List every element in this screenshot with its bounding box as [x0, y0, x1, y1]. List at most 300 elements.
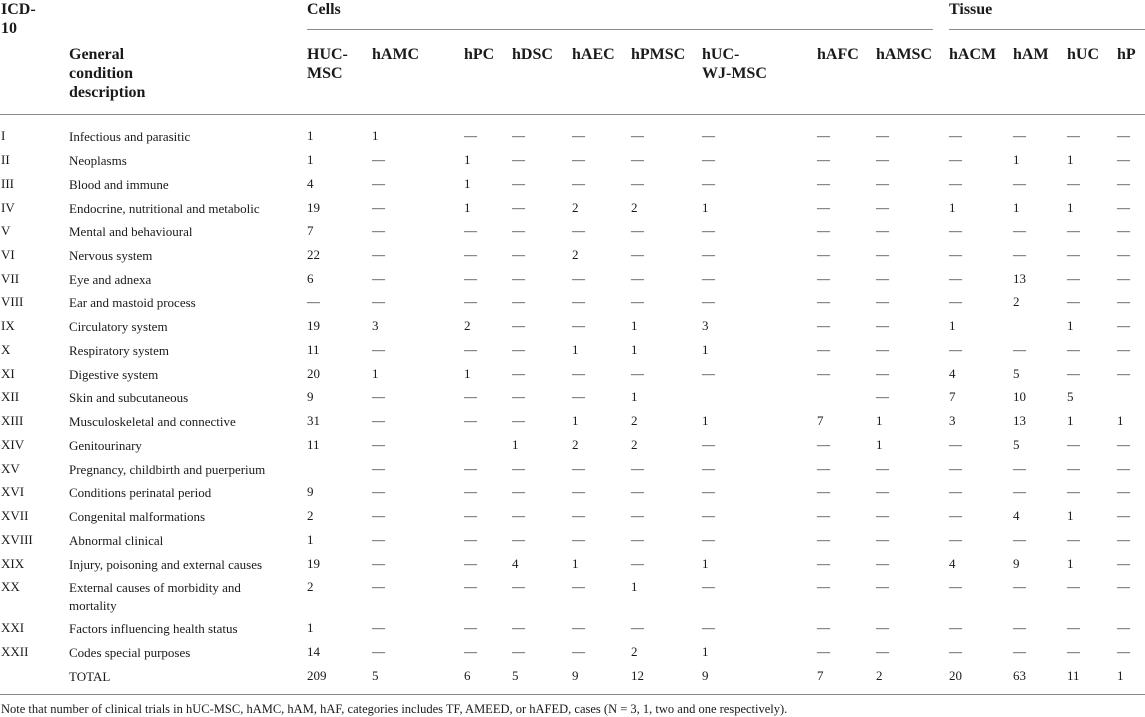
cells-group-header: Cells: [307, 1, 341, 18]
value-cell: 13: [1013, 413, 1026, 428]
description-line: Neoplasms: [69, 153, 127, 168]
column-header: [702, 45, 767, 83]
column-header: [372, 45, 419, 64]
value-cell: 1: [702, 644, 709, 659]
value-cell: —: [372, 579, 385, 594]
value-cell: —: [1067, 484, 1080, 499]
value-cell: 1: [631, 318, 638, 333]
value-cell: 14: [307, 644, 320, 659]
value-cell: —: [702, 461, 715, 476]
value-cell: —: [876, 620, 889, 635]
value-cell: —: [572, 152, 585, 167]
description-line: Skin and subcutaneous: [69, 390, 189, 405]
condition-description-cell: [69, 461, 265, 479]
icd-code-cell: XVI: [1, 484, 25, 499]
column-header-line: hAMC: [372, 46, 420, 63]
value-cell: —: [702, 294, 715, 309]
value-cell: 1: [1067, 413, 1074, 428]
value-cell: —: [631, 223, 644, 238]
value-cell: —: [572, 318, 585, 333]
description-line: Injury, poisoning and external causes: [69, 557, 263, 572]
value-cell: —: [572, 223, 585, 238]
value-cell: 1: [631, 579, 638, 594]
value-cell: 1: [631, 342, 638, 357]
value-cell: —: [876, 271, 889, 286]
value-cell: 19: [307, 318, 320, 333]
value-cell: —: [702, 508, 715, 523]
general-header-line2: condition: [69, 65, 134, 82]
value-cell: —: [1013, 342, 1026, 357]
value-cell: 1: [1013, 200, 1020, 215]
value-cell: —: [876, 532, 889, 547]
column-header: [464, 45, 494, 64]
value-cell: —: [512, 318, 525, 333]
value-cell: —: [464, 389, 477, 404]
value-cell: —: [512, 271, 525, 286]
column-header: [307, 45, 348, 83]
value-cell: —: [1117, 342, 1130, 357]
value-cell: 19: [307, 200, 320, 215]
value-cell: —: [876, 247, 889, 262]
description-line: Musculoskeletal and connective: [69, 414, 236, 429]
value-cell: —: [1117, 176, 1130, 191]
description-line: Nervous system: [69, 248, 153, 263]
value-cell: —: [512, 644, 525, 659]
condition-description-cell: [69, 294, 196, 312]
value-cell: —: [876, 176, 889, 191]
value-cell: —: [1117, 271, 1130, 286]
value-cell: —: [572, 271, 585, 286]
value-cell: 1: [1117, 413, 1124, 428]
value-cell: —: [1117, 556, 1130, 571]
value-cell: 2: [1013, 294, 1020, 309]
value-cell: 5: [1013, 366, 1020, 381]
value-cell: 2: [572, 200, 579, 215]
column-header-line: hUC: [1067, 46, 1100, 63]
value-cell: —: [512, 128, 525, 143]
column-header-line: hPMSC: [631, 46, 686, 63]
value-cell: 1: [372, 366, 379, 381]
icd-code-cell: XV: [1, 461, 20, 476]
value-cell: —: [949, 271, 962, 286]
column-header-line: hAM: [1013, 46, 1049, 63]
column-header-line: hDSC: [512, 46, 553, 63]
value-cell: —: [1067, 644, 1080, 659]
value-cell: 1: [702, 342, 709, 357]
value-cell: —: [372, 223, 385, 238]
value-cell: —: [949, 342, 962, 357]
value-cell: —: [876, 342, 889, 357]
description-line: Endocrine, nutritional and metabolic: [69, 201, 260, 216]
value-cell: 13: [1013, 271, 1026, 286]
description-line: Pregnancy, childbirth and puerperium: [69, 462, 266, 477]
value-cell: —: [372, 556, 385, 571]
value-cell: —: [817, 556, 830, 571]
value-cell: 1: [876, 437, 883, 452]
general-header-line1: General: [69, 46, 125, 63]
value-cell: —: [372, 532, 385, 547]
value-cell: —: [464, 532, 477, 547]
value-cell: —: [1013, 461, 1026, 476]
value-cell: 12: [631, 668, 644, 683]
value-cell: —: [1013, 484, 1026, 499]
value-cell: —: [631, 176, 644, 191]
table-bottom-rule: [0, 694, 1145, 695]
icd-code-cell: XIII: [1, 413, 24, 428]
value-cell: —: [372, 461, 385, 476]
tissue-group-header: Tissue: [949, 1, 993, 18]
icd-code-cell: II: [1, 152, 10, 167]
icd-code-cell: XVII: [1, 508, 29, 523]
value-cell: —: [631, 152, 644, 167]
value-cell: —: [631, 271, 644, 286]
description-line: Factors influencing health status: [69, 621, 238, 636]
value-cell: 1: [631, 389, 638, 404]
value-cell: —: [572, 484, 585, 499]
icd-code-cell: V: [1, 223, 11, 238]
value-cell: —: [572, 508, 585, 523]
value-cell: —: [817, 318, 830, 333]
value-cell: —: [1067, 461, 1080, 476]
column-header-line: HUC-: [307, 46, 348, 63]
value-cell: —: [512, 294, 525, 309]
value-cell: —: [372, 413, 385, 428]
value-cell: —: [876, 200, 889, 215]
value-cell: 22: [307, 247, 320, 262]
value-cell: —: [1117, 294, 1130, 309]
column-header-line: hP: [1117, 46, 1136, 63]
value-cell: —: [512, 389, 525, 404]
description-line: TOTAL: [69, 669, 111, 684]
value-cell: —: [817, 579, 830, 594]
value-cell: —: [876, 508, 889, 523]
value-cell: —: [702, 247, 715, 262]
column-header-line: hAMSC: [876, 46, 933, 63]
value-cell: —: [1013, 644, 1026, 659]
value-cell: 6: [307, 271, 314, 286]
value-cell: —: [1117, 200, 1130, 215]
icd-code-cell: VIII: [1, 294, 24, 309]
value-cell: 2: [572, 437, 579, 452]
value-cell: —: [817, 223, 830, 238]
value-cell: —: [631, 128, 644, 143]
value-cell: 1: [307, 152, 314, 167]
value-cell: 3: [949, 413, 956, 428]
value-cell: —: [372, 644, 385, 659]
value-cell: —: [572, 579, 585, 594]
value-cell: 11: [307, 437, 320, 452]
value-cell: 1: [307, 128, 314, 143]
value-cell: —: [949, 644, 962, 659]
value-cell: 2: [307, 579, 314, 594]
value-cell: —: [464, 271, 477, 286]
value-cell: 11: [1067, 668, 1080, 683]
value-cell: 5: [372, 668, 379, 683]
value-cell: —: [702, 366, 715, 381]
value-cell: —: [464, 644, 477, 659]
value-cell: —: [512, 579, 525, 594]
value-cell: —: [464, 413, 477, 428]
value-cell: —: [817, 152, 830, 167]
icd-code-cell: IV: [1, 200, 15, 215]
description-line: Blood and immune: [69, 177, 169, 192]
value-cell: —: [572, 620, 585, 635]
value-cell: —: [631, 532, 644, 547]
group-divider-cells: [307, 29, 933, 30]
value-cell: 1: [1067, 508, 1074, 523]
value-cell: —: [1117, 247, 1130, 262]
value-cell: 1: [307, 532, 314, 547]
value-cell: 1: [464, 152, 471, 167]
value-cell: —: [631, 620, 644, 635]
value-cell: —: [876, 223, 889, 238]
value-cell: —: [949, 508, 962, 523]
value-cell: —: [512, 176, 525, 191]
condition-description-cell: [69, 342, 169, 360]
value-cell: 5: [1067, 389, 1074, 404]
value-cell: —: [372, 200, 385, 215]
value-cell: 63: [1013, 668, 1026, 683]
column-header-line: WJ-MSC: [702, 65, 767, 82]
value-cell: —: [1067, 223, 1080, 238]
value-cell: —: [876, 318, 889, 333]
column-header-line: MSC: [307, 65, 343, 82]
value-cell: 1: [307, 620, 314, 635]
value-cell: —: [702, 484, 715, 499]
description-line: mortality: [69, 598, 117, 613]
value-cell: —: [631, 366, 644, 381]
value-cell: —: [512, 413, 525, 428]
column-header: [572, 45, 615, 64]
icd-code-cell: XX: [1, 579, 20, 594]
value-cell: —: [572, 176, 585, 191]
column-header: [876, 45, 932, 64]
value-cell: —: [876, 579, 889, 594]
value-cell: —: [817, 366, 830, 381]
condition-description-cell: [69, 556, 262, 574]
value-cell: 209: [307, 668, 327, 683]
value-cell: —: [464, 556, 477, 571]
value-cell: —: [949, 437, 962, 452]
group-divider-tissue: [949, 29, 1145, 30]
value-cell: —: [1013, 532, 1026, 547]
value-cell: —: [702, 532, 715, 547]
general-header-line3: description: [69, 84, 146, 101]
icd-code-cell: XII: [1, 389, 20, 404]
value-cell: 9: [307, 389, 314, 404]
value-cell: —: [817, 176, 830, 191]
value-cell: 4: [949, 366, 956, 381]
value-cell: 4: [1013, 508, 1020, 523]
value-cell: 1: [572, 413, 579, 428]
value-cell: —: [817, 342, 830, 357]
icd-code-cell: III: [1, 176, 14, 191]
header-bottom-rule: [0, 114, 1145, 115]
value-cell: —: [702, 176, 715, 191]
value-cell: 1: [1013, 152, 1020, 167]
value-cell: —: [949, 294, 962, 309]
icd-header-line1: ICD-: [1, 1, 36, 18]
value-cell: 9: [572, 668, 579, 683]
value-cell: 1: [464, 200, 471, 215]
condition-description-cell: [69, 366, 158, 384]
description-line: Circulatory system: [69, 319, 168, 334]
value-cell: —: [512, 620, 525, 635]
value-cell: 1: [702, 556, 709, 571]
condition-description-cell: [69, 644, 190, 662]
condition-description-cell: [69, 484, 211, 502]
value-cell: —: [464, 128, 477, 143]
value-cell: —: [1117, 128, 1130, 143]
value-cell: —: [464, 223, 477, 238]
value-cell: 1: [1067, 200, 1074, 215]
value-cell: —: [702, 579, 715, 594]
condition-description-cell: [69, 318, 168, 336]
description-line: Congenital malformations: [69, 509, 206, 524]
column-header: [631, 45, 685, 64]
table-note: Note that number of clinical trials in hUC-MSC, hAMC, hAM, hAF, categories includes TF, AMEED, or hAFED, cases (N = 3, 1, two and one respectively).: [1, 702, 788, 716]
value-cell: 1: [949, 318, 956, 333]
value-cell: 9: [1013, 556, 1020, 571]
general-condition-header: [69, 45, 145, 102]
condition-description-cell: [69, 668, 110, 686]
icd-code-cell: XXI: [1, 620, 25, 635]
value-cell: —: [464, 294, 477, 309]
column-header-line: hACM: [949, 46, 997, 63]
value-cell: —: [372, 271, 385, 286]
value-cell: 1: [512, 437, 519, 452]
value-cell: —: [631, 484, 644, 499]
value-cell: —: [1013, 128, 1026, 143]
value-cell: —: [1067, 532, 1080, 547]
value-cell: —: [1067, 176, 1080, 191]
value-cell: —: [372, 152, 385, 167]
value-cell: —: [876, 556, 889, 571]
condition-description-cell: [69, 389, 188, 407]
icd-code-cell: XVIII: [1, 532, 33, 547]
column-header: [949, 45, 996, 64]
column-header: [1117, 45, 1136, 64]
value-cell: —: [949, 620, 962, 635]
value-cell: 2: [876, 668, 883, 683]
condition-description-cell: [69, 271, 151, 289]
value-cell: —: [1067, 366, 1080, 381]
value-cell: —: [631, 247, 644, 262]
value-cell: 4: [512, 556, 519, 571]
value-cell: 7: [949, 389, 956, 404]
condition-description-cell: [69, 200, 260, 218]
value-cell: 4: [307, 176, 314, 191]
value-cell: —: [702, 128, 715, 143]
column-header: [1013, 45, 1049, 64]
description-line: Eye and adnexa: [69, 272, 152, 287]
value-cell: —: [631, 461, 644, 476]
description-line: Mental and behavioural: [69, 224, 193, 239]
value-cell: —: [512, 342, 525, 357]
value-cell: —: [876, 294, 889, 309]
value-cell: —: [1067, 294, 1080, 309]
value-cell: —: [1067, 437, 1080, 452]
value-cell: —: [1067, 342, 1080, 357]
value-cell: 3: [702, 318, 709, 333]
value-cell: 2: [631, 200, 638, 215]
condition-description-cell: [69, 579, 241, 615]
value-cell: —: [876, 644, 889, 659]
value-cell: 1: [1117, 668, 1124, 683]
value-cell: —: [1117, 152, 1130, 167]
value-cell: —: [1013, 620, 1026, 635]
value-cell: —: [572, 366, 585, 381]
value-cell: —: [949, 461, 962, 476]
value-cell: —: [372, 176, 385, 191]
condition-description-cell: [69, 128, 190, 146]
value-cell: —: [512, 484, 525, 499]
value-cell: —: [817, 200, 830, 215]
icd-code-cell: XIV: [1, 437, 25, 452]
icd-code-cell: I: [1, 128, 6, 143]
value-cell: —: [1117, 508, 1130, 523]
column-header: [817, 45, 859, 64]
value-cell: 7: [817, 668, 824, 683]
value-cell: 1: [702, 200, 709, 215]
value-cell: —: [876, 461, 889, 476]
value-cell: —: [572, 294, 585, 309]
value-cell: —: [1013, 247, 1026, 262]
value-cell: —: [372, 508, 385, 523]
value-cell: —: [1013, 223, 1026, 238]
value-cell: 2: [631, 413, 638, 428]
value-cell: —: [817, 247, 830, 262]
value-cell: —: [949, 176, 962, 191]
icd-code-cell: X: [1, 342, 11, 357]
value-cell: —: [572, 128, 585, 143]
value-cell: —: [372, 247, 385, 262]
value-cell: 1: [702, 413, 709, 428]
value-cell: —: [817, 532, 830, 547]
value-cell: 5: [512, 668, 519, 683]
value-cell: —: [817, 461, 830, 476]
value-cell: —: [1117, 484, 1130, 499]
value-cell: —: [464, 484, 477, 499]
value-cell: —: [949, 484, 962, 499]
condition-description-cell: [69, 437, 142, 455]
description-line: Digestive system: [69, 367, 159, 382]
value-cell: —: [817, 508, 830, 523]
value-cell: —: [1117, 223, 1130, 238]
value-cell: —: [512, 247, 525, 262]
value-cell: 11: [307, 342, 320, 357]
value-cell: —: [1117, 366, 1130, 381]
value-cell: 1: [1067, 152, 1074, 167]
value-cell: 1: [1067, 556, 1074, 571]
value-cell: —: [1067, 128, 1080, 143]
description-line: External causes of morbidity and: [69, 580, 241, 595]
value-cell: —: [372, 620, 385, 635]
column-header-line: hPC: [464, 46, 495, 63]
value-cell: —: [372, 342, 385, 357]
condition-description-cell: [69, 620, 238, 638]
value-cell: —: [817, 271, 830, 286]
value-cell: —: [949, 223, 962, 238]
value-cell: —: [876, 484, 889, 499]
value-cell: —: [512, 508, 525, 523]
value-cell: 10: [1013, 389, 1026, 404]
value-cell: 9: [307, 484, 314, 499]
value-cell: 2: [464, 318, 471, 333]
value-cell: —: [572, 389, 585, 404]
column-header-line: hAFC: [817, 46, 859, 63]
value-cell: 1: [1067, 318, 1074, 333]
